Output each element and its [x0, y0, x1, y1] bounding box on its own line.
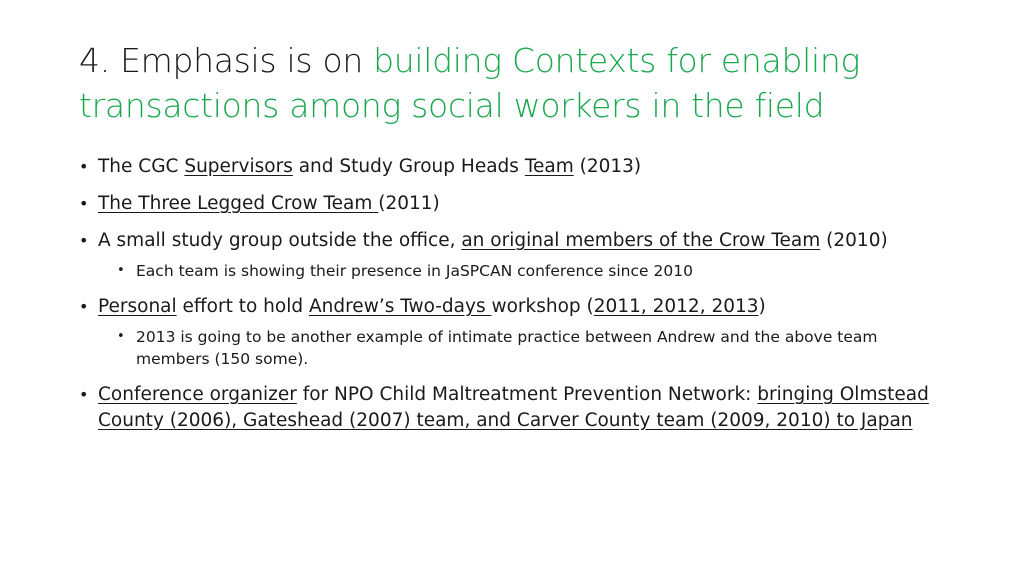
bullet-dot-icon: • [79, 231, 89, 250]
bullet-item [79, 191, 939, 217]
bullet-dot-icon: • [79, 385, 89, 404]
bullet-dot-icon: • [79, 297, 89, 316]
bullet-item [79, 228, 939, 254]
bullet-dot-icon: • [117, 329, 125, 344]
bullet-dot-icon: • [79, 157, 89, 176]
sub-bullet-item [117, 260, 939, 282]
underlined-text: 2011, 2012, 2013 [593, 296, 759, 317]
bullet-text: The CGC [98, 156, 185, 177]
bullet-text: and Study Group Heads [292, 156, 525, 177]
underlined-text: bringing Olmstead County (2006), Gateshead (2007) team, and Carver County team (2009, 2010) to Japan [98, 384, 929, 431]
underlined-text: an original members of the Crow Team [461, 230, 821, 251]
bullet-text: 2013 is going to be another example of intimate practice between Andrew and the above team members (150 some). [136, 328, 878, 368]
bullet-text: A small study group outside the office, [98, 230, 462, 251]
underlined-text: Personal [98, 296, 177, 317]
bullet-text: effort to hold [176, 296, 309, 317]
underlined-text: Andrew’s Two-days [308, 296, 492, 317]
bullet-item [79, 154, 939, 180]
bullet-text: (2010) [820, 230, 888, 251]
bullet-text: Each team is showing their presence in JaSPCAN conference since 2010 [136, 262, 693, 280]
bullet-text: workshop ( [491, 296, 594, 317]
underlined-text: The Three Legged Crow Team [98, 193, 379, 214]
bullet-text: ) [758, 296, 766, 317]
bullet-dot-icon: • [79, 194, 89, 213]
sub-bullet-item [117, 326, 939, 370]
title-plain: 4. Emphasis is on [79, 41, 374, 80]
underlined-text: Team [524, 156, 574, 177]
underlined-text: Supervisors [184, 156, 293, 177]
bullet-item [79, 382, 939, 434]
bullet-list [79, 154, 939, 434]
title-accent: building Contexts for enabling transactions among social workers in the field [79, 41, 860, 125]
slide-title [79, 38, 979, 128]
underlined-text: Conference organizer [98, 384, 297, 405]
bullet-text: (2011) [378, 193, 440, 214]
bullet-dot-icon: • [117, 263, 125, 278]
bullet-item [79, 294, 939, 320]
bullet-text: (2013) [573, 156, 642, 177]
bullet-text: for NPO Child Maltreatment Prevention Network: [296, 384, 758, 405]
